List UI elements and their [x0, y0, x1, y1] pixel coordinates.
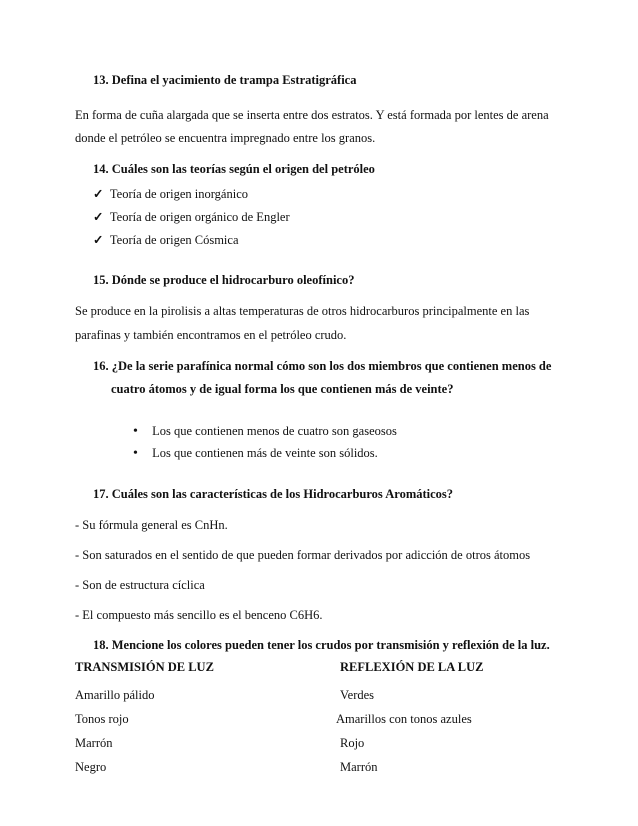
answer-15-line-2: parafinas y también encontramos en el petróleo crudo. [75, 328, 347, 342]
list-item [133, 446, 378, 462]
reflection-color-3: Rojo [340, 736, 365, 750]
list-item [93, 209, 290, 225]
list-item [93, 186, 248, 202]
question-15-title: 15. Dónde se produce el hidrocarburo oleofínico? [93, 273, 355, 287]
list-item [93, 232, 239, 248]
answer-13-line-1: En forma de cuña alargada que se inserta entre dos estratos. Y está formada por lentes de arena [75, 108, 549, 122]
reflection-color-2: Amarillos con tonos azules [336, 712, 472, 726]
question-16-title-line-2: cuatro átomos y de igual forma los que contienen más de veinte? [111, 382, 454, 396]
answer-17-line-2: - Son saturados en el sentido de que pueden formar derivados por adicción de otros átomos [75, 548, 531, 562]
transmission-color-1: Amarillo pálido [75, 688, 155, 702]
question-16-title-line-1: 16. ¿De la serie parafínica normal cómo son los dos miembros que contienen menos de [93, 359, 552, 373]
transmission-color-4: Negro [75, 760, 107, 774]
question-18-title: 18. Mencione los colores pueden tener los crudos por transmisión y reflexión de la luz. [93, 638, 550, 652]
answer-15-line-1: Se produce en la pirolisis a altas temperaturas de otros hidrocarburos principalmente en las [75, 304, 530, 318]
reflection-header: REFLEXIÓN DE LA LUZ [340, 660, 484, 674]
transmission-color-2: Tonos rojo [75, 712, 129, 726]
reflection-color-1: Verdes [340, 688, 375, 702]
answer-17-line-3: - Son de estructura cíclica [75, 578, 205, 592]
answer-13-line-2: donde el petróleo se encuentra impregnado entre los granos. [75, 131, 376, 145]
question-13-title: 13. Defina el yacimiento de trampa Estratigráfica [93, 73, 357, 87]
theory-item-2: Teoría de origen orgánico de Engler [109, 210, 290, 224]
checkmark-icon: ✓ [93, 233, 104, 247]
reflection-color-4: Marrón [340, 760, 378, 774]
theory-item-3: Teoría de origen Cósmica [109, 233, 239, 247]
bullet-icon: • [133, 424, 138, 439]
paraffin-item-2: Los que contienen más de veinte son sólidos. [152, 446, 378, 460]
transmission-header: TRANSMISIÓN DE LUZ [75, 660, 214, 674]
checkmark-icon: ✓ [93, 210, 104, 224]
answer-17-line-1: - Su fórmula general es CnHn. [75, 518, 228, 532]
list-item [133, 424, 397, 440]
theory-item-1: Teoría de origen inorgánico [109, 187, 248, 201]
paraffin-item-1: Los que contienen menos de cuatro son gaseosos [152, 424, 397, 438]
question-14-title: 14. Cuáles son las teorías según el origen del petróleo [93, 162, 375, 176]
question-17-title: 17. Cuáles son las características de los Hidrocarburos Aromáticos? [93, 487, 454, 501]
answer-17-line-4: - El compuesto más sencillo es el benceno C6H6. [75, 608, 323, 622]
bullet-icon: • [133, 446, 138, 461]
checkmark-icon: ✓ [93, 187, 104, 201]
transmission-color-3: Marrón [75, 736, 113, 750]
